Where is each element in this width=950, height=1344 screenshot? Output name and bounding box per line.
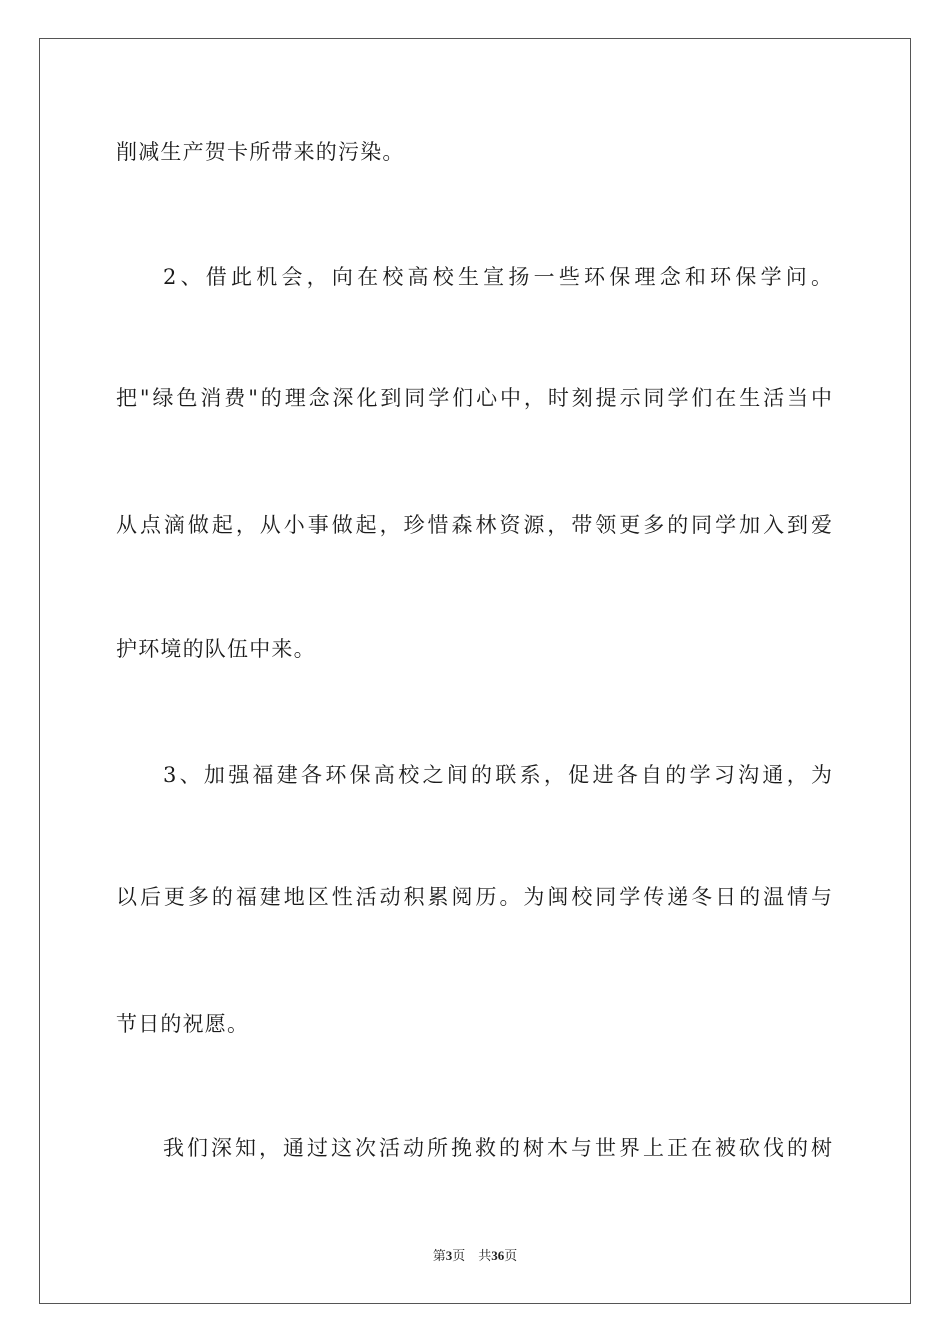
text-line-7: 以后更多的福建地区性活动积累阅历。为闽校同学传递冬日的温情与 [116,885,832,909]
footer-mid: 页 共 [452,1248,492,1263]
text-line-6: 3、加强福建各环保高校之间的联系，促进各自的学习沟通，为 [163,763,832,787]
footer-prefix: 第 [432,1248,446,1263]
page-border [39,38,911,1304]
text-line-5: 护环境的队伍中来。 [116,637,316,661]
text-line-3: 把"绿色消费"的理念深化到同学们心中，时刻提示同学们在生活当中 [116,386,832,410]
text-line-2: 2、借此机会，向在校高校生宣扬一些环保理念和环保学问。 [163,265,832,289]
text-line-9: 我们深知，通过这次活动所挽救的树木与世界上正在被砍伐的树 [163,1136,832,1160]
footer-suffix: 页 [504,1248,518,1263]
text-line-8: 节日的祝愿。 [116,1012,250,1036]
current-page-number: 3 [445,1248,453,1263]
text-line-4: 从点滴做起，从小事做起，珍惜森林资源，带领更多的同学加入到爱 [116,513,832,537]
total-page-number: 36 [491,1248,505,1263]
page-number-footer [0,1247,950,1265]
text-line-1: 削减生产贺卡所带来的污染。 [116,140,405,164]
